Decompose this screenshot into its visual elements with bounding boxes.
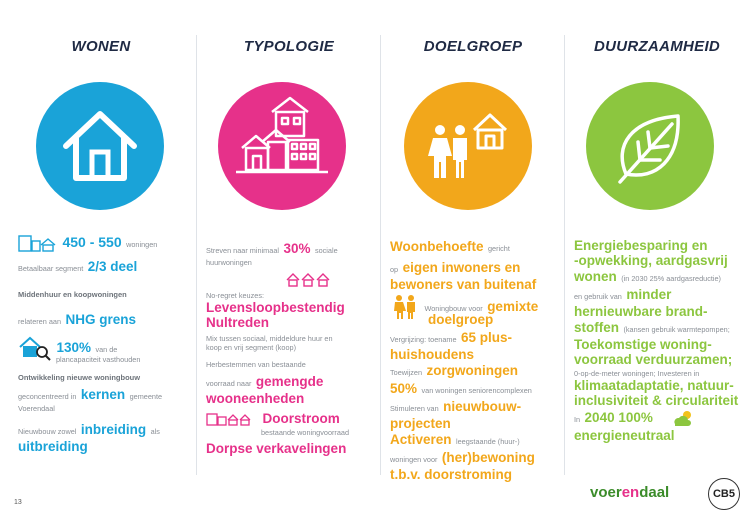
column-body — [390, 234, 562, 482]
text: No-regret keuzes: — [206, 291, 264, 300]
wonen-count: 450 - 550 — [62, 234, 122, 251]
houses-icon — [218, 82, 346, 210]
leaf-circle — [586, 82, 714, 210]
highlight: Energiebesparing en — [574, 238, 708, 253]
text: relateren aan — [18, 317, 62, 327]
house-circle — [36, 82, 164, 210]
text: en gebruik van — [574, 292, 622, 301]
row-houses-icon — [286, 273, 332, 287]
highlight: uitbreiding — [18, 439, 88, 455]
text: gericht — [487, 244, 510, 253]
leaf-icon — [586, 82, 714, 210]
highlight: klimaatadaptatie, natuur- — [574, 378, 734, 393]
text: Nieuwbouw zowel — [18, 427, 77, 437]
couple-icon — [390, 294, 420, 320]
column-separator — [564, 35, 565, 475]
text: In — [574, 415, 581, 425]
highlight: energieneutraal — [574, 428, 675, 443]
text: leegstaande (huur-) — [455, 437, 520, 446]
highlight: NHG grens — [65, 312, 136, 328]
highlight: wonen — [574, 269, 617, 284]
highlight: wooneenheden — [206, 391, 305, 406]
text: (in 2030 25% aardgasreductie) — [621, 274, 721, 283]
highlight: voorraad verduurzamen; — [574, 352, 733, 367]
text: Mix tussen sociaal, middeldure huur en — [206, 334, 333, 343]
text: Ontwikkeling nieuwe woningbouw — [18, 373, 141, 383]
highlight: 2/3 deel — [87, 259, 138, 275]
text: bestaande woningvoorraad — [261, 428, 350, 437]
highlight: eigen inwoners en — [402, 260, 521, 275]
text: op — [390, 265, 399, 274]
highlight: stoffen — [574, 320, 619, 335]
highlight: Nultreden — [206, 315, 270, 330]
text: koop en vrij segment (koop) — [206, 343, 297, 352]
column-duurzaamheid — [566, 0, 748, 500]
logo-part: voer — [590, 484, 622, 501]
column-title: DOELGROEP — [423, 38, 523, 55]
highlight: gemengde — [255, 374, 324, 389]
highlight: nieuwbouw- — [443, 399, 522, 414]
logo-part: en — [621, 484, 640, 501]
highlight: projecten — [390, 416, 451, 431]
highlight: inbreiding — [80, 422, 147, 438]
text: Toewijzen — [390, 368, 423, 377]
column-title: WONEN — [71, 38, 131, 55]
highlight: t.b.v. doorstroming — [390, 467, 512, 482]
highlight: Doorstroom — [262, 411, 340, 426]
column-separator — [380, 35, 381, 475]
highlight: Woonbehoefte — [390, 239, 484, 254]
highlight: huishoudens — [390, 347, 474, 362]
column-typologie — [198, 0, 380, 500]
houses-circle — [218, 82, 346, 210]
text: sociale — [314, 246, 338, 255]
text: Herbestemmen van bestaande — [206, 360, 306, 369]
buildings-small-icon — [206, 412, 258, 426]
text: van woningen seniorencomplexen — [421, 386, 532, 395]
column-title: TYPOLOGIE — [243, 38, 335, 55]
text: 0-op-de-meter woningen; Investeren in — [574, 369, 700, 378]
highlight: bewoners van buitenaf — [390, 277, 537, 292]
highlight: kernen — [80, 387, 126, 403]
house-icon — [36, 82, 164, 210]
text: huurwoningen — [206, 258, 252, 267]
text: voorraad naar — [206, 379, 252, 388]
weather-icon — [671, 408, 697, 428]
highlight: 65 plus- — [460, 330, 512, 345]
text: Middenhuur en koopwoningen — [18, 290, 127, 300]
highlight: Toekomstige woning- — [574, 337, 712, 352]
text: Voerendaal — [18, 404, 55, 414]
column-title: DUURZAAMHEID — [593, 38, 721, 55]
text: als — [150, 427, 160, 437]
highlight: gemixte — [487, 299, 539, 315]
column-body — [206, 234, 378, 456]
column-wonen — [10, 0, 192, 500]
highlight: doelgroep — [428, 312, 494, 327]
column-body — [574, 234, 746, 443]
cb5-badge: CB5 — [708, 478, 740, 510]
voerendaal-logo — [590, 484, 669, 501]
highlight: Dorpse verkavelingen — [206, 441, 347, 456]
text: woningen voor — [390, 455, 438, 464]
unit-label: woningen — [126, 240, 158, 250]
text: (kansen gebruik warmtepompen; — [623, 325, 730, 334]
logo-part: daal — [639, 484, 670, 501]
page-number: 13 — [14, 499, 22, 506]
text: Betaalbaar segment — [18, 264, 84, 274]
highlight: minder — [626, 287, 672, 302]
highlight: inclusiviteit & circulariteit — [574, 393, 739, 408]
text: plancapaciteit vasthouden — [56, 355, 141, 365]
buildings-icon — [18, 234, 58, 252]
highlight: -opwekking, aardgasvrij — [574, 253, 728, 268]
highlight: 30% — [283, 241, 311, 256]
highlight: 130% — [56, 340, 91, 356]
highlight: 50% — [390, 381, 418, 396]
highlight: Levensloopbestendig — [206, 300, 345, 315]
highlight: Activeren — [390, 432, 452, 447]
text: gemeente — [129, 392, 163, 402]
people-circle — [404, 82, 532, 210]
highlight: zorgwoningen — [426, 363, 518, 378]
highlight: (her)bewoning — [441, 450, 535, 465]
highlight: hernieuwbare brand- — [574, 304, 708, 319]
text: geconcentreerd in — [18, 392, 77, 402]
couple-house-icon — [404, 82, 532, 210]
column-separator — [196, 35, 197, 475]
column-body — [18, 234, 190, 454]
highlight: 2040 100% — [584, 410, 653, 426]
text: Vergrijzing: toename — [390, 335, 457, 344]
text: Woningbouw voor — [424, 304, 483, 314]
column-doelgroep — [382, 0, 564, 500]
text: Stimuleren van — [390, 404, 439, 413]
text: Streven naar minimaal — [206, 246, 280, 255]
house-search-icon — [18, 335, 52, 361]
text: van de — [95, 345, 118, 355]
